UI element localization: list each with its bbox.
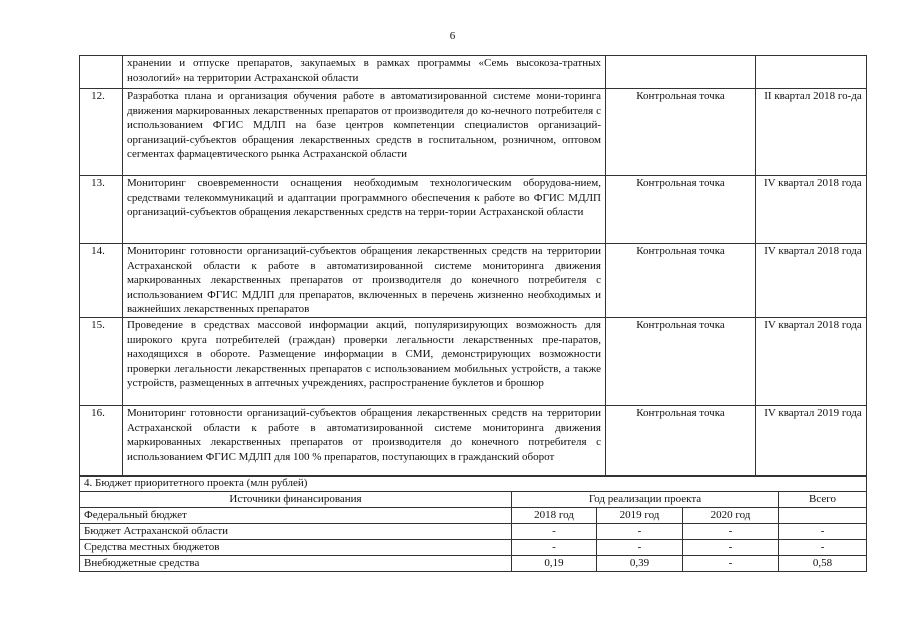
deadline: IV квартал 2018 года bbox=[756, 244, 867, 318]
value-2019: - bbox=[597, 524, 683, 540]
event-type bbox=[606, 56, 756, 89]
deadline: IV квартал 2018 года bbox=[756, 176, 867, 244]
task-text: Разработка плана и организация обучения работе в автоматизированной системе мони-торинга движения маркированных лекарственных препаратов от производителя до ко-нечного потребителя с использованием ФГИС МДЛП на базе центров компетенции специалистов организаций- организаций-субъектов обращения лекарственных средств в госпитальном, розничном, оптовом сегментах фармацевтического рынка Астраханской области bbox=[123, 89, 606, 176]
row-number: 15. bbox=[80, 317, 123, 405]
budget-table bbox=[79, 475, 867, 572]
year-header: Год реализации проекта bbox=[512, 492, 779, 508]
deadline: II квартал 2018 го-да bbox=[756, 89, 867, 176]
task-text: Проведение в средствах массовой информации акций, популяризирующих возможность для широкого круга потребителей (граждан) проверки легальности лекарственных пре-паратов, находящихся в обороте. Размещение информации в СМИ, демонстрирующих возможности проверки легальности лекарственных препаратов с использованием мобильных устройств, а также устройств, размещенных в аптечных учреждениях, распространение буклетов и брошюр bbox=[123, 317, 606, 405]
deadline: IV квартал 2019 года bbox=[756, 405, 867, 476]
row-number bbox=[80, 56, 123, 89]
budget-section-row bbox=[80, 476, 867, 492]
value-2018: 0,19 bbox=[512, 556, 597, 572]
row-number: 13. bbox=[80, 176, 123, 244]
task-text: Мониторинг готовности организаций-субъектов обращения лекарственных средств на территории Астраханской области к работе в автоматизированной системе мониторинга движения маркированных лекарственных препаратов от производителя до конечного потребителя с использованием ФГИС МДЛП для 100 % препаратов, поступающих в гражданский оборот bbox=[123, 405, 606, 476]
budget-row bbox=[80, 524, 867, 540]
value-2019: - bbox=[597, 540, 683, 556]
task-text: Мониторинг готовности организаций-субъектов обращения лекарственных средств на территории Астраханской области к работе в автоматизированной системе мониторинга движения маркированных лекарственных препаратов от производителя до конечного потребителя с использованием ФГИС МДЛП для препаратов, включенных в перечень жизненно необходимых и важнейших лекарственных препаратов bbox=[123, 244, 606, 318]
row-number: 12. bbox=[80, 89, 123, 176]
table-row bbox=[80, 89, 867, 176]
deadline: IV квартал 2018 года bbox=[756, 317, 867, 405]
value-2020: - bbox=[683, 556, 779, 572]
table-row bbox=[80, 56, 867, 89]
event-type: Контрольная точка bbox=[606, 176, 756, 244]
table-row bbox=[80, 244, 867, 318]
year-label: 2018 год bbox=[512, 508, 597, 524]
event-type: Контрольная точка bbox=[606, 317, 756, 405]
total-cell: - bbox=[779, 540, 867, 556]
value-2018: - bbox=[512, 540, 597, 556]
value-2019: 0,39 bbox=[597, 556, 683, 572]
task-text: Мониторинг своевременности оснащения необходимым технологическим оборудова-нием, средствами телекоммуникаций и адаптации программного обеспечения к работе во ФГИС МДЛП организаций-субъектов обращения лекарственных средств на терри-тории Астраханской области bbox=[123, 176, 606, 244]
value-2018: - bbox=[512, 524, 597, 540]
row-number: 14. bbox=[80, 244, 123, 318]
table-row bbox=[80, 317, 867, 405]
total-header: Всего bbox=[779, 492, 867, 508]
year-label: 2019 год bbox=[597, 508, 683, 524]
source-name: Средства местных бюджетов bbox=[80, 540, 512, 556]
plan-table bbox=[79, 55, 867, 477]
table-row bbox=[80, 176, 867, 244]
year-label: 2020 год bbox=[683, 508, 779, 524]
budget-section-title: 4. Бюджет приоритетного проекта (млн рублей) bbox=[80, 476, 867, 492]
event-type: Контрольная точка bbox=[606, 89, 756, 176]
event-type: Контрольная точка bbox=[606, 244, 756, 318]
source-name: Бюджет Астраханской области bbox=[80, 524, 512, 540]
total-cell bbox=[779, 508, 867, 524]
budget-row bbox=[80, 556, 867, 572]
page-number: 6 bbox=[449, 30, 456, 42]
budget-years-row bbox=[80, 508, 867, 524]
task-text: хранении и отпуске препаратов, закупаемых в рамках программы «Семь высокоза-тратных нозологий» на территории Астраханской области bbox=[123, 56, 606, 89]
budget-row bbox=[80, 540, 867, 556]
source-name: Внебюджетные средства bbox=[80, 556, 512, 572]
deadline bbox=[756, 56, 867, 89]
total-cell: 0,58 bbox=[779, 556, 867, 572]
table-row bbox=[80, 405, 867, 476]
total-cell: - bbox=[779, 524, 867, 540]
value-2020: - bbox=[683, 524, 779, 540]
source-header: Источники финансирования bbox=[80, 492, 512, 508]
value-2020: - bbox=[683, 540, 779, 556]
source-name: Федеральный бюджет bbox=[80, 508, 512, 524]
row-number: 16. bbox=[80, 405, 123, 476]
event-type: Контрольная точка bbox=[606, 405, 756, 476]
budget-header-row bbox=[80, 492, 867, 508]
